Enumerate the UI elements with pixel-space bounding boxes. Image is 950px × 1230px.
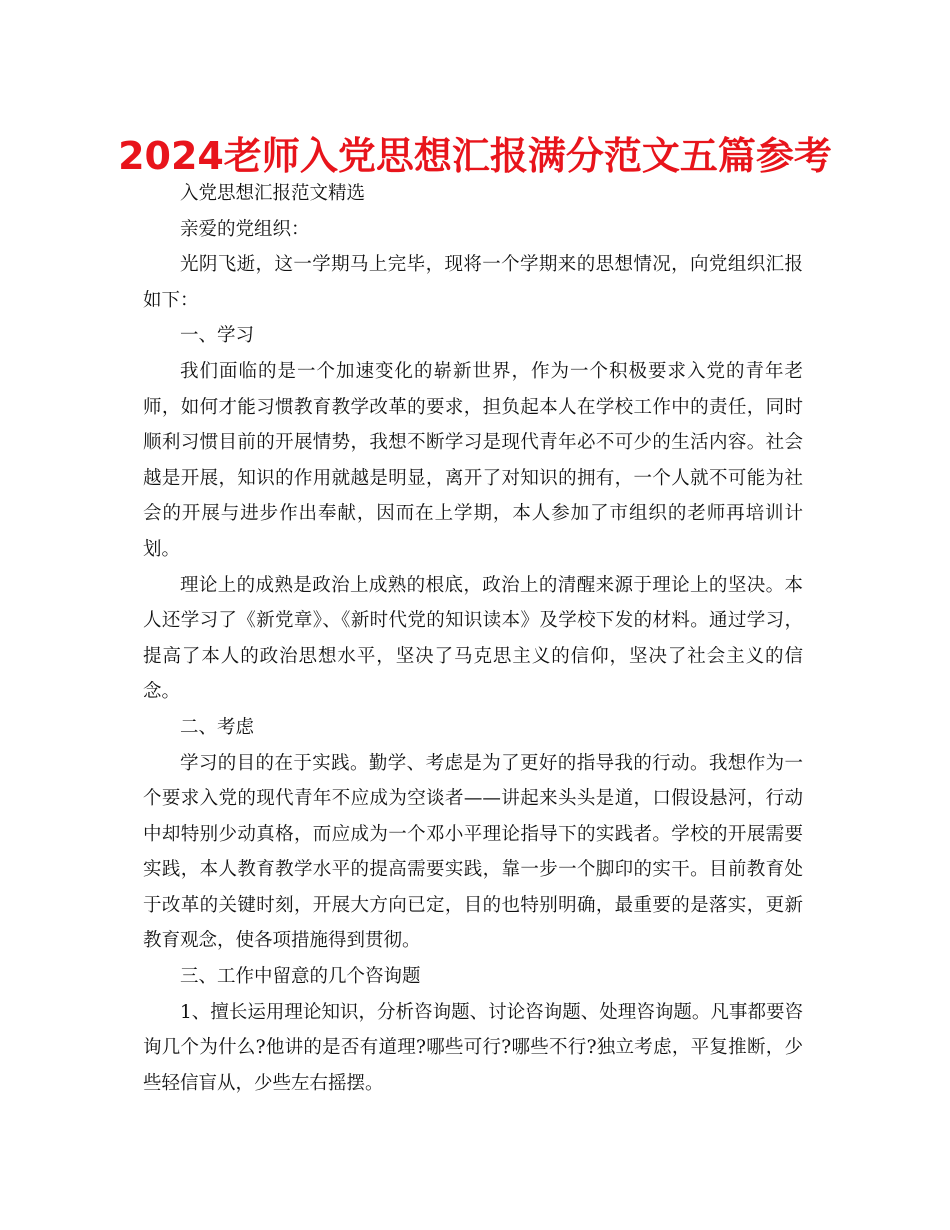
section-heading-issues: 三、工作中留意的几个咨询题 [180,966,421,988]
paragraph-intro: 光阴飞逝，这一学期马上完毕，现将一个学期来的思想情况，向党组织汇报如下： [143,254,803,311]
paragraph-study-2: 理论上的成熟是政治上成熟的根底，政治上的清醒来源于理论上的坚决。本人还学习了《新党章》、《新时代党的知识读本》及学校下发的材料。通过学习，提高了本人的政治思想水平，坚决了马克思主义的信仰，坚决了社会主义的信念。 [143,574,803,703]
section-heading-study: 一、学习 [180,325,255,347]
paragraph-study-1: 我们面临的是一个加速变化的崭新世界，作为一个积极要求入党的青年老师，如何才能习惯教育教学改革的要求，担负起本人在学校工作中的责任，同时顺利习惯目前的开展情势，我想不断学习是现代青年必不可少的生活内容。社会越是开展，知识的作用就越是明显，离开了对知识的拥有，一个人就不可能为社会的开展与进步作出奉献，因而在上学期，本人参加了市组织的老师再培训计划。 [143,360,803,560]
document-body [143,176,803,1101]
document-title: 2024老师入党思想汇报满分范文五篇参考 [118,134,832,178]
paragraph-issue-1: 1、擅长运用理论知识，分析咨询题、讨论咨询题、处理咨询题。凡事都要咨询几个为什么?他讲的是否有道理?哪些可行?哪些不行?独立考虑，平复推断，少些轻信盲从，少些左右摇摆。 [143,1001,803,1094]
paragraph-consider: 学习的目的在于实践。勤学、考虑是为了更好的指导我的行动。我想作为一个要求入党的现代青年不应成为空谈者——讲起来头头是道，口假设悬河，行动中却特别少动真格，而应成为一个邓小平理论指导下的实践者。学校的开展需要实践，本人教育教学水平的提高需要实践，靠一步一个脚印的实干。目前教育处于改革的关键时刻，开展大方向已定，目的也特别明确，最重要的是落实，更新教育观念，使各项措施得到贯彻。 [143,752,803,952]
section-heading-consider: 二、考虑 [180,716,255,738]
paragraph-subtitle: 入党思想汇报范文精选 [180,183,366,204]
paragraph-salutation: 亲爱的党组织： [180,218,310,240]
